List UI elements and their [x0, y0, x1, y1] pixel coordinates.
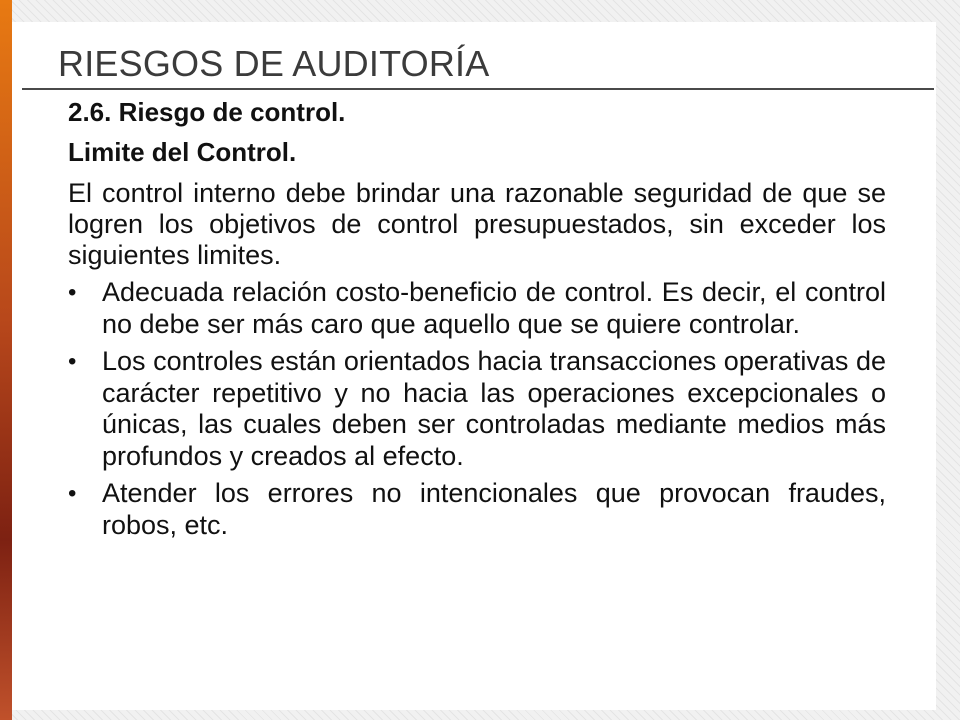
bullet-item [68, 478, 886, 541]
subheading: Limite del Control. [68, 137, 297, 167]
bullet-text: Adecuada relación costo-beneficio de control. Es decir, el control no debe ser más caro que aquello que se quiere controlar. [102, 277, 886, 339]
bullet-icon: • [68, 480, 77, 507]
title-divider [22, 88, 934, 90]
left-accent-bar [0, 0, 12, 720]
bullet-text: Atender los errores no intencionales que provocan fraudes, robos, etc. [102, 478, 886, 540]
section-heading: 2.6. Riesgo de control. [68, 97, 346, 127]
bullet-list [68, 277, 886, 541]
bullet-item [68, 277, 886, 340]
slide-title: RIESGOS DE AUDITORÍA [58, 43, 490, 84]
bullet-text: Los controles están orientados hacia transacciones operativas de carácter repetitivo y no hacia las operaciones excepcionales o únicas, las cuales deben ser controladas mediante medios más profundos y creados al efecto. [102, 346, 886, 471]
bullet-item [68, 346, 886, 472]
intro-paragraph: El control interno debe brindar una razonable seguridad de que se logren los objetivos de control presupuestados, sin exceder los siguientes limites. [68, 178, 886, 270]
bullet-icon: • [68, 348, 77, 375]
slide-content [68, 92, 886, 547]
bullet-icon: • [68, 279, 77, 306]
